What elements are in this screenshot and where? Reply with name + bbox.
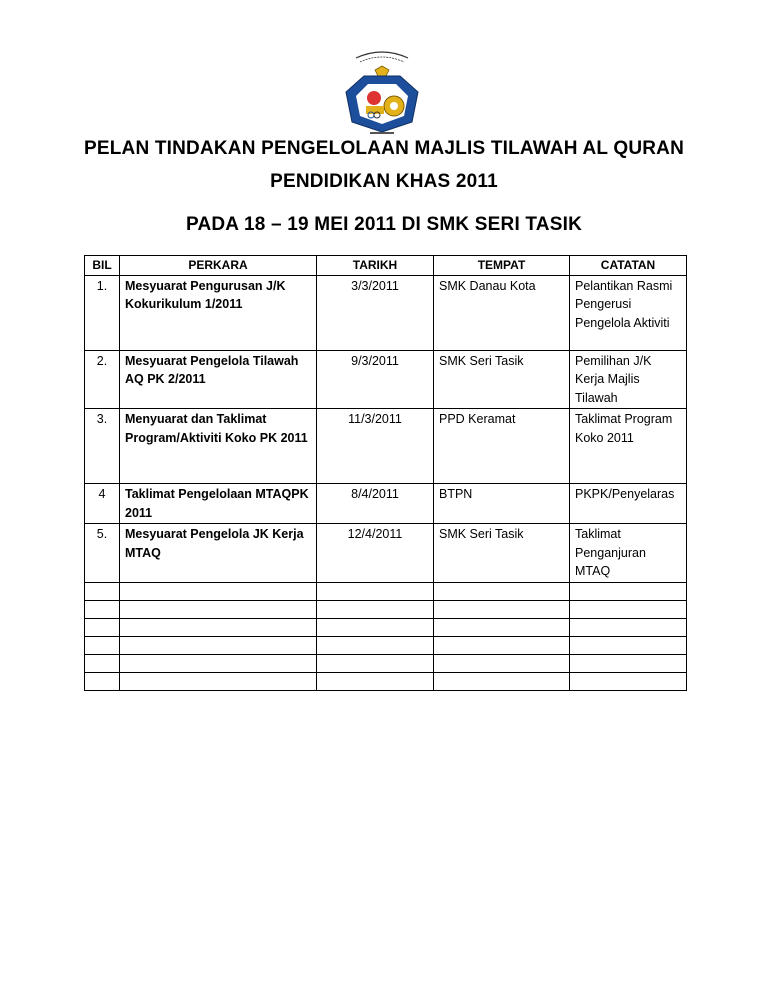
table-row [85, 524, 687, 583]
column-header-perkara: PERKARA [120, 256, 317, 276]
cell-tarikh: 3/3/2011 [317, 275, 434, 350]
empty-cell [434, 582, 570, 600]
empty-cell [317, 600, 434, 618]
empty-cell [120, 600, 317, 618]
action-plan-table [84, 255, 687, 691]
column-header-bil: BIL [85, 256, 120, 276]
cell-tempat: SMK Danau Kota [434, 275, 570, 350]
cell-perkara: Menyuarat dan Taklimat Program/Aktiviti Koko PK 2011 [120, 409, 317, 484]
cell-perkara: Mesyuarat Pengelola Tilawah AQ PK 2/2011 [120, 350, 317, 409]
empty-table-row [85, 618, 687, 636]
empty-table-row [85, 636, 687, 654]
cell-tarikh: 12/4/2011 [317, 524, 434, 583]
table-row [85, 409, 687, 484]
empty-cell [570, 672, 687, 690]
column-header-tempat: TEMPAT [434, 256, 570, 276]
cell-bil: 5. [85, 524, 120, 583]
empty-cell [570, 654, 687, 672]
cell-tempat: SMK Seri Tasik [434, 350, 570, 409]
empty-cell [434, 618, 570, 636]
cell-catatan: Pelantikan Rasmi Pengerusi Pengelola Aktiviti [570, 275, 687, 350]
cell-perkara: Mesyuarat Pengurusan J/K Kokurikulum 1/2011 [120, 275, 317, 350]
empty-cell [317, 582, 434, 600]
empty-cell [120, 672, 317, 690]
column-header-catatan: CATATAN [570, 256, 687, 276]
empty-cell [120, 618, 317, 636]
empty-cell [317, 672, 434, 690]
cell-tempat: SMK Seri Tasik [434, 524, 570, 583]
empty-cell [570, 582, 687, 600]
empty-cell [85, 636, 120, 654]
empty-cell [434, 672, 570, 690]
cell-tarikh: 11/3/2011 [317, 409, 434, 484]
cell-perkara: Mesyuarat Pengelola JK Kerja MTAQ [120, 524, 317, 583]
page-subtitle: PADA 18 – 19 MEI 2011 DI SMK SERI TASIK [185, 214, 583, 235]
empty-cell [85, 654, 120, 672]
empty-cell [434, 654, 570, 672]
table-row [85, 275, 687, 350]
cell-bil: 1. [85, 275, 120, 350]
cell-perkara: Taklimat Pengelolaan MTAQPK 2011 [120, 484, 317, 524]
empty-table-row [85, 600, 687, 618]
empty-cell [570, 636, 687, 654]
cell-catatan: PKPK/Penyelaras [570, 484, 687, 524]
jpn-crest-icon [342, 46, 422, 138]
empty-table-row [85, 672, 687, 690]
table-header-row [85, 256, 687, 276]
cell-catatan: Taklimat Penganjuran MTAQ [570, 524, 687, 583]
cell-catatan: Taklimat Program Koko 2011 [570, 409, 687, 484]
empty-cell [570, 600, 687, 618]
empty-cell [85, 600, 120, 618]
empty-table-row [85, 654, 687, 672]
empty-cell [317, 636, 434, 654]
cell-tarikh: 8/4/2011 [317, 484, 434, 524]
empty-cell [317, 654, 434, 672]
table-row [85, 350, 687, 409]
cell-tempat: PPD Keramat [434, 409, 570, 484]
cell-tempat: BTPN [434, 484, 570, 524]
empty-cell [120, 582, 317, 600]
empty-cell [85, 582, 120, 600]
page-title: PELAN TINDAKAN PENGELOLAAN MAJLIS TILAWAH AL QURAN [83, 138, 685, 159]
cell-tarikh: 9/3/2011 [317, 350, 434, 409]
empty-cell [434, 636, 570, 654]
table-row [85, 484, 687, 524]
empty-cell [317, 618, 434, 636]
empty-table-row [85, 582, 687, 600]
cell-bil: 4 [85, 484, 120, 524]
empty-cell [85, 672, 120, 690]
cell-catatan: Pemilihan J/K Kerja Majlis Tilawah [570, 350, 687, 409]
cell-bil: 2. [85, 350, 120, 409]
empty-cell [120, 654, 317, 672]
empty-cell [570, 618, 687, 636]
column-header-tarikh: TARIKH [317, 256, 434, 276]
empty-cell [434, 600, 570, 618]
empty-cell [120, 636, 317, 654]
empty-cell [85, 618, 120, 636]
page-title-line-2: PENDIDIKAN KHAS 2011 [270, 171, 498, 192]
cell-bil: 3. [85, 409, 120, 484]
